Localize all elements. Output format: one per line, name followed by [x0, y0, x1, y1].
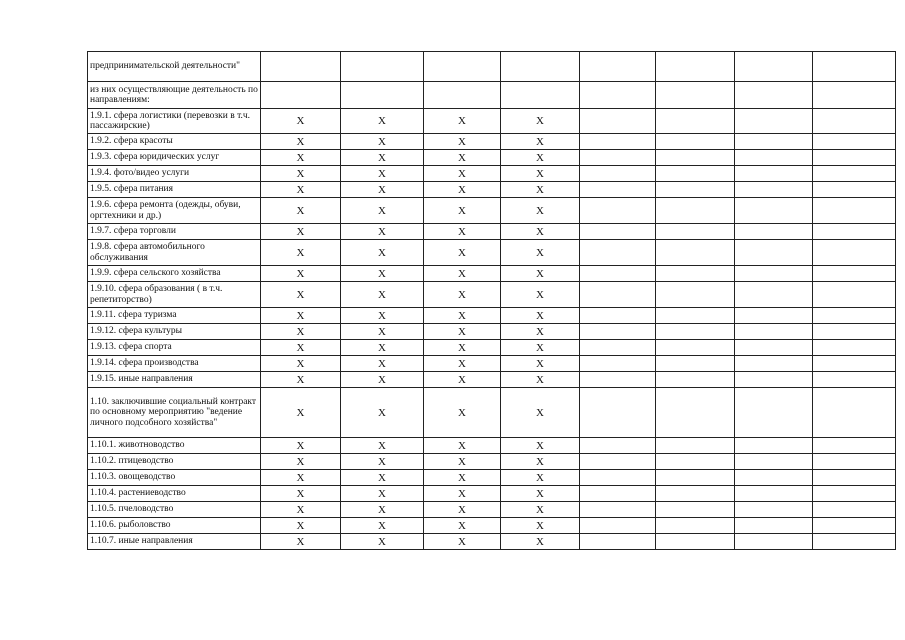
empty-cell: [813, 502, 896, 518]
mark-cell: X: [341, 388, 424, 438]
mark-cell: X: [424, 240, 501, 266]
empty-cell: [656, 388, 735, 438]
mark-cell: X: [261, 518, 341, 534]
empty-cell: [813, 182, 896, 198]
empty-cell: [656, 134, 735, 150]
empty-cell: [735, 470, 813, 486]
mark-cell: X: [501, 166, 580, 182]
table-row: [88, 282, 896, 308]
empty-cell: [813, 150, 896, 166]
mark-cell: X: [341, 308, 424, 324]
mark-cell: X: [261, 282, 341, 308]
empty-cell: [656, 372, 735, 388]
empty-cell: [813, 454, 896, 470]
empty-cell: [656, 438, 735, 454]
empty-cell: [735, 356, 813, 372]
empty-cell: [580, 372, 656, 388]
mark-cell: X: [424, 486, 501, 502]
empty-cell: [813, 266, 896, 282]
mark-cell: X: [501, 486, 580, 502]
empty-cell: [735, 82, 813, 109]
mark-cell: X: [501, 518, 580, 534]
row-label: 1.9.9. сфера сельского хозяйства: [88, 266, 261, 282]
empty-cell: [735, 282, 813, 308]
row-label: 1.9.3. сфера юридических услуг: [88, 150, 261, 166]
mark-cell: X: [501, 454, 580, 470]
mark-cell: X: [341, 182, 424, 198]
mark-cell: [261, 52, 341, 82]
mark-cell: X: [501, 182, 580, 198]
empty-cell: [656, 324, 735, 340]
table-row: [88, 182, 896, 198]
mark-cell: X: [424, 518, 501, 534]
empty-cell: [735, 438, 813, 454]
empty-cell: [580, 224, 656, 240]
empty-cell: [813, 486, 896, 502]
table-row: [88, 166, 896, 182]
empty-cell: [580, 324, 656, 340]
empty-cell: [580, 52, 656, 82]
mark-cell: X: [261, 454, 341, 470]
empty-cell: [735, 534, 813, 550]
mark-cell: X: [424, 356, 501, 372]
empty-cell: [735, 198, 813, 224]
row-label: 1.10.3. овощеводство: [88, 470, 261, 486]
empty-cell: [656, 150, 735, 166]
empty-cell: [580, 182, 656, 198]
empty-cell: [656, 266, 735, 282]
empty-cell: [656, 518, 735, 534]
empty-cell: [656, 486, 735, 502]
report-table: [87, 51, 896, 550]
empty-cell: [656, 182, 735, 198]
mark-cell: [261, 82, 341, 109]
mark-cell: X: [341, 356, 424, 372]
empty-cell: [580, 198, 656, 224]
empty-cell: [813, 534, 896, 550]
table-row: [88, 518, 896, 534]
row-label: 1.9.5. сфера питания: [88, 182, 261, 198]
mark-cell: X: [424, 470, 501, 486]
empty-cell: [735, 502, 813, 518]
mark-cell: X: [261, 324, 341, 340]
mark-cell: [424, 82, 501, 109]
empty-cell: [580, 486, 656, 502]
empty-cell: [580, 109, 656, 134]
mark-cell: X: [501, 502, 580, 518]
empty-cell: [656, 198, 735, 224]
mark-cell: X: [261, 356, 341, 372]
mark-cell: X: [261, 438, 341, 454]
mark-cell: X: [424, 150, 501, 166]
row-label: 1.9.7. сфера торговли: [88, 224, 261, 240]
empty-cell: [580, 134, 656, 150]
mark-cell: X: [341, 502, 424, 518]
mark-cell: X: [424, 266, 501, 282]
empty-cell: [580, 240, 656, 266]
empty-cell: [580, 356, 656, 372]
mark-cell: X: [341, 324, 424, 340]
empty-cell: [813, 518, 896, 534]
row-label: 1.10.7. иные направления: [88, 534, 261, 550]
mark-cell: X: [261, 182, 341, 198]
empty-cell: [580, 454, 656, 470]
table-row: [88, 308, 896, 324]
empty-cell: [813, 198, 896, 224]
mark-cell: X: [261, 198, 341, 224]
mark-cell: X: [341, 266, 424, 282]
mark-cell: X: [424, 166, 501, 182]
mark-cell: X: [341, 518, 424, 534]
mark-cell: X: [501, 240, 580, 266]
row-label: 1.9.4. фото/видео услуги: [88, 166, 261, 182]
empty-cell: [656, 340, 735, 356]
mark-cell: [501, 82, 580, 109]
row-label: 1.10. заключившие социальный контракт по основному мероприятию "ведение личного подсобного хозяйства": [88, 388, 261, 438]
empty-cell: [813, 134, 896, 150]
table-row: [88, 198, 896, 224]
empty-cell: [656, 224, 735, 240]
empty-cell: [735, 518, 813, 534]
mark-cell: X: [341, 166, 424, 182]
mark-cell: X: [501, 198, 580, 224]
row-label: 1.10.5. пчеловодство: [88, 502, 261, 518]
empty-cell: [813, 372, 896, 388]
table-row: [88, 502, 896, 518]
row-label: 1.9.12. сфера культуры: [88, 324, 261, 340]
table-row: [88, 224, 896, 240]
empty-cell: [656, 166, 735, 182]
empty-cell: [735, 372, 813, 388]
empty-cell: [813, 308, 896, 324]
mark-cell: X: [424, 182, 501, 198]
table-row: [88, 52, 896, 82]
row-label: из них осуществляющие деятельность по направлениям:: [88, 82, 261, 109]
empty-cell: [656, 454, 735, 470]
mark-cell: X: [424, 502, 501, 518]
mark-cell: X: [341, 534, 424, 550]
mark-cell: X: [341, 224, 424, 240]
mark-cell: X: [261, 340, 341, 356]
empty-cell: [656, 52, 735, 82]
mark-cell: X: [341, 340, 424, 356]
empty-cell: [813, 356, 896, 372]
mark-cell: X: [501, 266, 580, 282]
empty-cell: [580, 266, 656, 282]
mark-cell: X: [261, 109, 341, 134]
empty-cell: [813, 340, 896, 356]
mark-cell: X: [501, 388, 580, 438]
table-row: [88, 109, 896, 134]
empty-cell: [813, 240, 896, 266]
empty-cell: [580, 150, 656, 166]
empty-cell: [656, 534, 735, 550]
row-label: 1.9.13. сфера спорта: [88, 340, 261, 356]
table-row: [88, 134, 896, 150]
mark-cell: X: [424, 282, 501, 308]
mark-cell: [424, 52, 501, 82]
mark-cell: X: [341, 470, 424, 486]
mark-cell: X: [341, 372, 424, 388]
mark-cell: X: [261, 486, 341, 502]
report-table-body: [88, 52, 896, 550]
empty-cell: [580, 502, 656, 518]
mark-cell: X: [501, 224, 580, 240]
empty-cell: [813, 438, 896, 454]
table-row: [88, 266, 896, 282]
empty-cell: [735, 224, 813, 240]
empty-cell: [735, 166, 813, 182]
table-row: [88, 470, 896, 486]
mark-cell: X: [501, 340, 580, 356]
empty-cell: [735, 324, 813, 340]
empty-cell: [735, 109, 813, 134]
mark-cell: X: [424, 340, 501, 356]
mark-cell: X: [341, 438, 424, 454]
mark-cell: X: [424, 224, 501, 240]
row-label: предпринимательской деятельности": [88, 52, 261, 82]
empty-cell: [735, 340, 813, 356]
mark-cell: X: [424, 454, 501, 470]
mark-cell: X: [501, 470, 580, 486]
mark-cell: X: [501, 324, 580, 340]
row-label: 1.9.11. сфера туризма: [88, 308, 261, 324]
row-label: 1.10.1. животноводство: [88, 438, 261, 454]
empty-cell: [735, 182, 813, 198]
mark-cell: X: [424, 372, 501, 388]
empty-cell: [735, 150, 813, 166]
empty-cell: [580, 340, 656, 356]
empty-cell: [656, 240, 735, 266]
table-row: [88, 340, 896, 356]
mark-cell: X: [501, 134, 580, 150]
row-label: 1.9.1. сфера логистики (перевозки в т.ч. пассажирские): [88, 109, 261, 134]
empty-cell: [580, 82, 656, 109]
empty-cell: [656, 82, 735, 109]
empty-cell: [735, 240, 813, 266]
empty-cell: [813, 324, 896, 340]
table-row: [88, 372, 896, 388]
empty-cell: [580, 282, 656, 308]
empty-cell: [813, 224, 896, 240]
mark-cell: X: [424, 109, 501, 134]
table-row: [88, 534, 896, 550]
empty-cell: [580, 438, 656, 454]
empty-cell: [580, 470, 656, 486]
mark-cell: X: [501, 308, 580, 324]
mark-cell: [341, 82, 424, 109]
empty-cell: [735, 134, 813, 150]
mark-cell: X: [341, 454, 424, 470]
mark-cell: X: [341, 109, 424, 134]
row-label: 1.9.8. сфера автомобильного обслуживания: [88, 240, 261, 266]
empty-cell: [656, 356, 735, 372]
mark-cell: X: [341, 240, 424, 266]
table-row: [88, 454, 896, 470]
mark-cell: X: [424, 308, 501, 324]
table-row: [88, 388, 896, 438]
table-row: [88, 356, 896, 372]
empty-cell: [813, 470, 896, 486]
mark-cell: X: [341, 134, 424, 150]
mark-cell: X: [261, 134, 341, 150]
empty-cell: [735, 388, 813, 438]
empty-cell: [580, 388, 656, 438]
empty-cell: [735, 308, 813, 324]
mark-cell: X: [424, 534, 501, 550]
mark-cell: X: [261, 308, 341, 324]
empty-cell: [735, 486, 813, 502]
empty-cell: [656, 282, 735, 308]
row-label: 1.10.2. птицеводство: [88, 454, 261, 470]
empty-cell: [656, 502, 735, 518]
empty-cell: [813, 52, 896, 82]
row-label: 1.9.6. сфера ремонта (одежды, обуви, оргтехники и др.): [88, 198, 261, 224]
table-row: [88, 324, 896, 340]
mark-cell: X: [424, 198, 501, 224]
empty-cell: [580, 308, 656, 324]
row-label: 1.10.6. рыболовство: [88, 518, 261, 534]
mark-cell: X: [501, 282, 580, 308]
table-row: [88, 438, 896, 454]
mark-cell: X: [261, 240, 341, 266]
mark-cell: X: [501, 150, 580, 166]
mark-cell: X: [261, 166, 341, 182]
mark-cell: X: [261, 266, 341, 282]
row-label: 1.9.2. сфера красоты: [88, 134, 261, 150]
mark-cell: X: [341, 150, 424, 166]
empty-cell: [813, 109, 896, 134]
mark-cell: X: [501, 534, 580, 550]
mark-cell: X: [261, 502, 341, 518]
mark-cell: X: [424, 134, 501, 150]
mark-cell: X: [424, 388, 501, 438]
row-label: 1.9.15. иные направления: [88, 372, 261, 388]
empty-cell: [580, 534, 656, 550]
mark-cell: X: [501, 372, 580, 388]
empty-cell: [580, 166, 656, 182]
mark-cell: X: [424, 438, 501, 454]
mark-cell: X: [261, 150, 341, 166]
mark-cell: X: [261, 470, 341, 486]
empty-cell: [813, 282, 896, 308]
table-row: [88, 240, 896, 266]
empty-cell: [656, 109, 735, 134]
mark-cell: X: [261, 372, 341, 388]
empty-cell: [735, 52, 813, 82]
empty-cell: [656, 308, 735, 324]
mark-cell: X: [261, 388, 341, 438]
mark-cell: X: [341, 486, 424, 502]
mark-cell: X: [261, 224, 341, 240]
empty-cell: [656, 470, 735, 486]
table-row: [88, 82, 896, 109]
empty-cell: [735, 266, 813, 282]
row-label: 1.9.10. сфера образования ( в т.ч. репетиторство): [88, 282, 261, 308]
empty-cell: [580, 518, 656, 534]
mark-cell: [501, 52, 580, 82]
empty-cell: [813, 166, 896, 182]
row-label: 1.10.4. растениеводство: [88, 486, 261, 502]
mark-cell: X: [501, 438, 580, 454]
mark-cell: [341, 52, 424, 82]
row-label: 1.9.14. сфера производства: [88, 356, 261, 372]
empty-cell: [813, 82, 896, 109]
mark-cell: X: [424, 324, 501, 340]
table-row: [88, 150, 896, 166]
empty-cell: [813, 388, 896, 438]
mark-cell: X: [341, 282, 424, 308]
table-row: [88, 486, 896, 502]
mark-cell: X: [261, 534, 341, 550]
empty-cell: [735, 454, 813, 470]
mark-cell: X: [501, 109, 580, 134]
mark-cell: X: [341, 198, 424, 224]
mark-cell: X: [501, 356, 580, 372]
